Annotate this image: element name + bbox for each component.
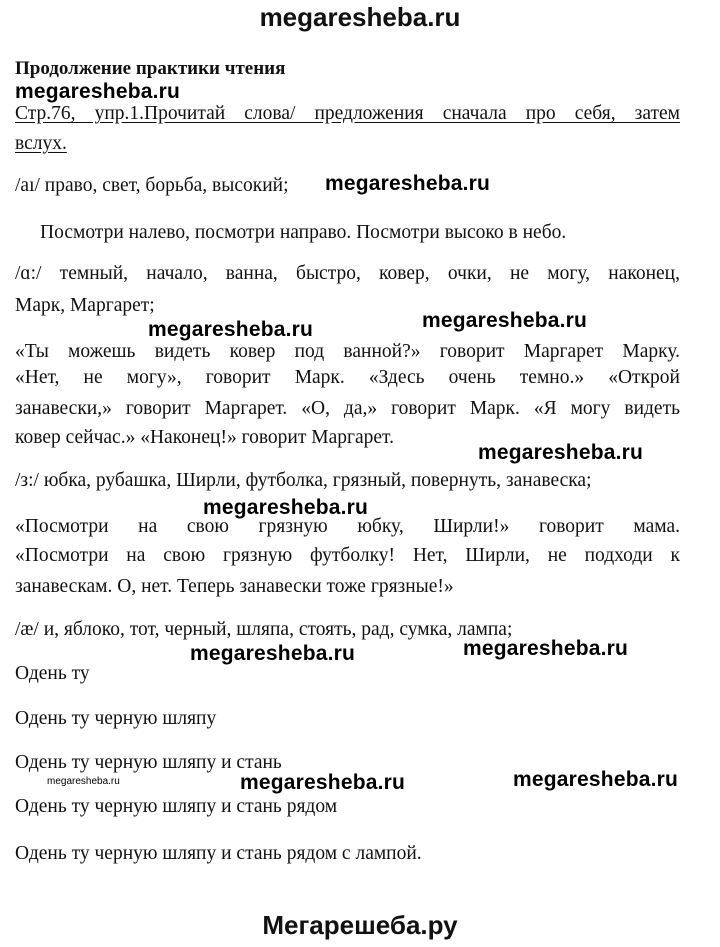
block2-words-line-1: /ɑ:/ темный, начало, ванна, быстро, ковер, очки, не могу, наконец, [15,263,680,284]
block2-text-line-4: ковер сейчас.» «Наконец!» говорит Маргарет. [15,427,394,448]
block4-line-3: Одень ту черную шляпу и стань [15,752,282,773]
task-line-2: вслух. [15,133,67,154]
watermark: megaresheba.ru [478,441,644,464]
block2-words-line-2: Марк, Маргарет; [15,295,155,316]
block1-words: /aı/ право, свет, борьба, высокий; [15,175,289,196]
block4-line-5: Одень ту черную шляпу и стань рядом с лампой. [15,843,422,864]
watermark: megaresheba.ru [148,318,314,341]
block3-text-line-3: занавескам. О, нет. Теперь занавески тоже грязные!» [15,576,454,597]
watermark: megaresheba.ru [240,771,406,794]
block4-line-1: Одень ту [15,663,90,684]
site-header: megaresheba.ru [259,2,461,32]
watermark: megaresheba.ru [15,80,181,103]
watermark: megaresheba.ru [190,642,356,665]
block2-text-line-2: «Нет, не могу», говорит Марк. «Здесь очень темно.» «Открой [15,367,680,388]
block3-text-line-1: «Посмотри на свою грязную юбку, Ширли!» говорит мама. [15,516,680,537]
block4-words: /æ/ и, яблоко, тот, черный, шляпа, стоять, рад, сумка, лампа; [15,619,513,640]
block4-line-2: Одень ту черную шляпу [15,708,217,729]
watermark: megaresheba.ru [325,172,491,195]
section-heading: Продолжение практики чтения [15,58,286,79]
task-line-1: Стр.76, упр.1.Прочитай слова/ предложения сначала про себя, затем [15,103,680,124]
watermark: megaresheba.ru [203,496,369,519]
watermark: megaresheba.ru [47,776,120,787]
block3-words: /з:/ юбка, рубашка, Ширли, футболка, грязный, повернуть, занавеска; [15,470,592,491]
site-footer: Мегарешеба.ру [262,910,458,940]
block2-text-line-1: «Ты можешь видеть ковер под ванной?» говорит Маргарет Марку. [15,341,680,362]
block4-line-4: Одень ту черную шляпу и стань рядом [15,796,338,817]
block1-sentence: Посмотри налево, посмотри направо. Посмотри высоко в небо. [40,222,567,243]
watermark: megaresheba.ru [463,637,629,660]
watermark: megaresheba.ru [513,768,679,791]
watermark: megaresheba.ru [422,309,588,332]
block3-text-line-2: «Посмотри на свою грязную футболку! Нет, Ширли, не подходи к [15,545,680,566]
block2-text-line-3: занавески,» говорит Маргарет. «О, да,» говорит Марк. «Я могу видеть [15,398,680,419]
